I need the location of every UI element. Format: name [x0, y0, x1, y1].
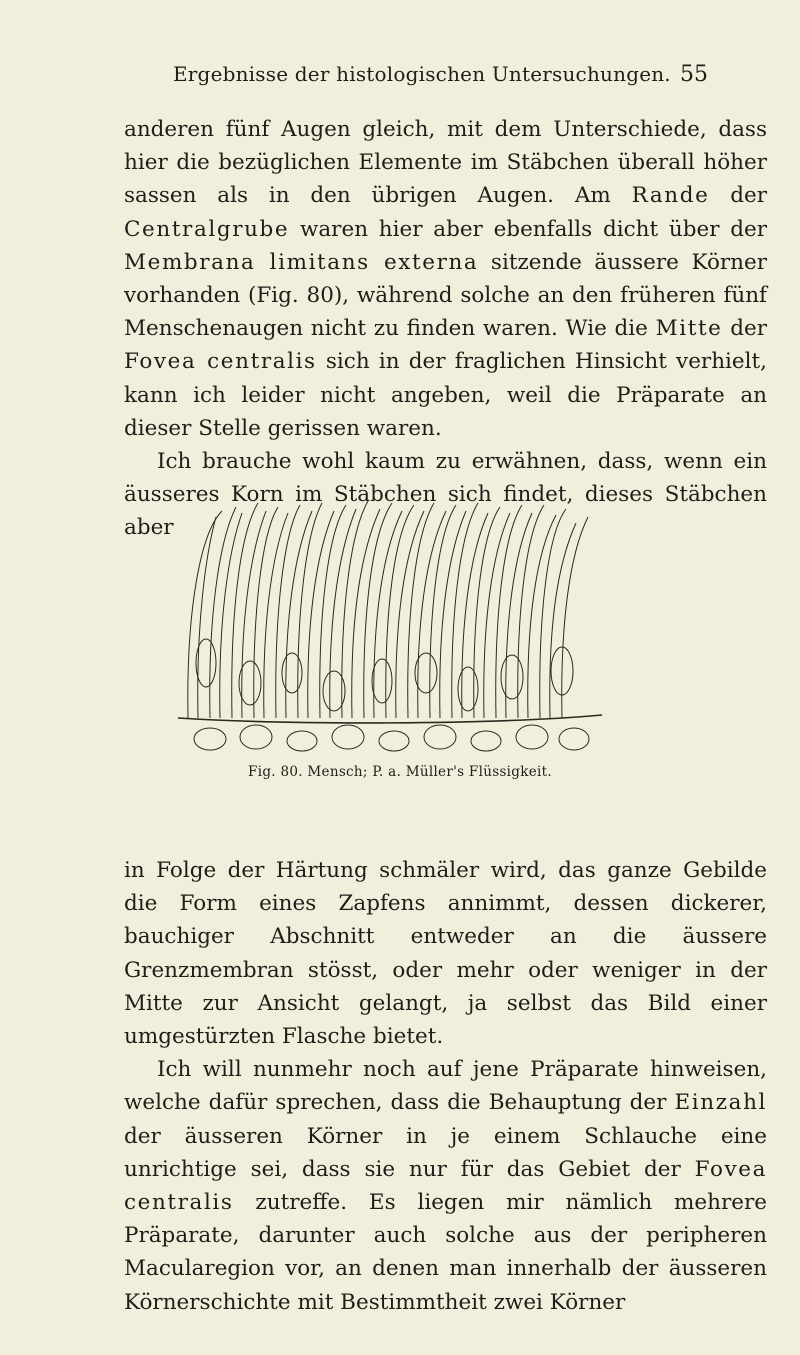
- term-centralgrube: Centralgrube: [124, 216, 290, 242]
- text-block-top: [124, 113, 767, 545]
- paragraph-2: Ich brauche wohl kaum zu erwähnen, dass, wenn ein äusseres Korn im Stäbchen sich findet, dieses Stäbchen aber: [124, 449, 767, 541]
- paragraph-3: in Folge der Härtung schmäler wird, das ganze Gebilde die Form eines Zapfens annimmt, dessen dickerer, bauchiger Abschnitt entweder an die äussere Grenzmembran stösst, oder mehr oder weniger in der Mitte zur Ansicht gelangt, ja selbst das Bild einer umgestürzten Flasche bietet.: [124, 858, 767, 1050]
- page-number: 55: [680, 62, 708, 87]
- text-block-bottom: [124, 854, 767, 1319]
- paragraph-1: anderen fünf Augen gleich, mit dem Unterschiede, dass hier die bezüglichen Elemente im Stäbchen überall höher sassen als in den übrigen Augen. Am Rande der Centralgrube waren hier aber ebenfalls dicht über der Membrana limitans externa sitzende äussere Körner vorhanden (Fig. 80), während solche an den früheren fünf Menschenaugen nicht zu finden waren. Wie die Mitte der Fovea centralis sich in der fraglichen Hinsicht verhielt, kann ich leider nicht angeben, weil die Präparate an dieser Stelle gerissen waren.: [124, 117, 768, 441]
- term-membrana: Membrana limitans externa: [124, 249, 479, 275]
- page-header: [0, 62, 800, 96]
- term-einzahl: Einzahl: [674, 1090, 767, 1116]
- figure-caption: Fig. 80. Mensch; P. a. Müller's Flüssigkeit.: [248, 764, 552, 780]
- paragraph-4: Ich will nunmehr noch auf jene Präparate hinweisen, welche dafür sprechen, dass die Behauptung der Einzahl der äusseren Körner in je einem Schlauche eine unrichtige sei, dass sie nur für das Gebiet der Fovea centralis zutreffe. Es liegen mir nämlich mehrere Präparate, darunter auch solche aus der peripheren Macularegion vor, an denen man innerhalb der äusseren Körnerschichte mit Bestimmtheit zwei Körner: [124, 1057, 767, 1315]
- term-rande: Rande: [631, 183, 710, 209]
- term-mitte: Mitte: [655, 316, 723, 342]
- outer-nuclei: [196, 639, 573, 711]
- running-title: Ergebnisse der histologischen Untersuchungen.: [173, 62, 671, 86]
- retina-drawing: [170, 493, 610, 753]
- rod-layer: [188, 501, 588, 718]
- granule-layer: [194, 725, 589, 751]
- term-fovea: Fovea centralis: [124, 349, 317, 375]
- term-fovea-2: Fovea centralis: [124, 1156, 767, 1216]
- histology-figure: [170, 493, 610, 753]
